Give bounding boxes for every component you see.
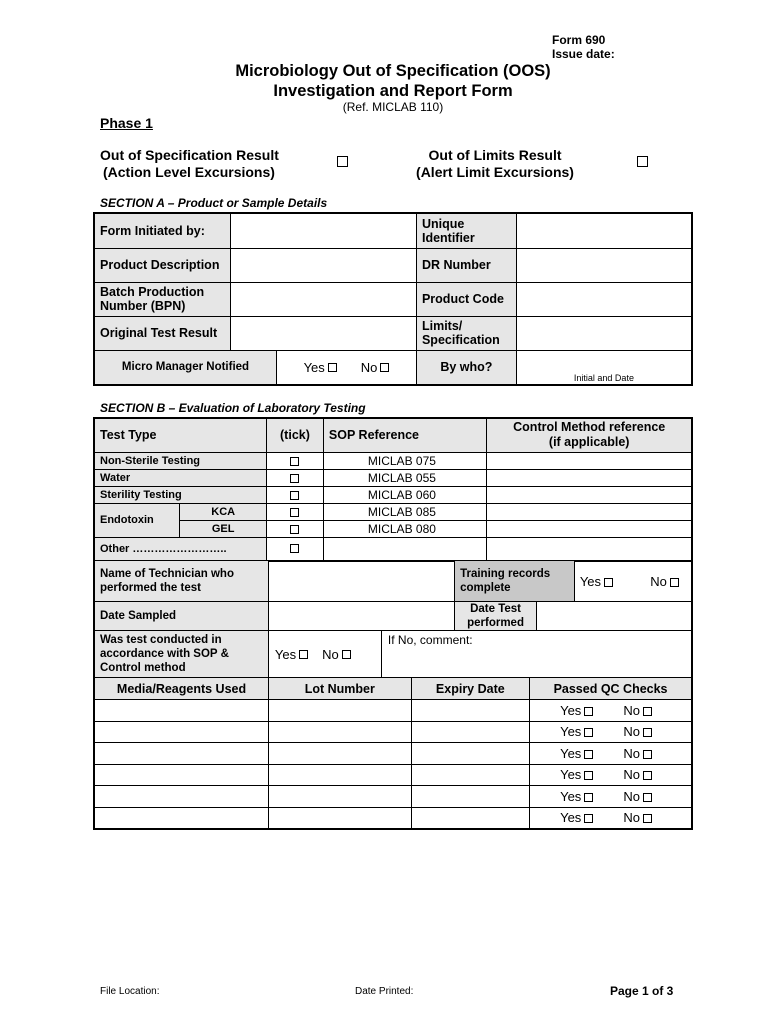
- product-description-label: Product Description: [94, 248, 231, 282]
- control-ref-field[interactable]: [487, 520, 692, 537]
- sop-ref: MICLAB 085: [323, 503, 487, 520]
- table-row: [94, 700, 692, 722]
- section-b-title: SECTION B – Evaluation of Laboratory Testing: [100, 401, 366, 415]
- table-row: [94, 743, 692, 765]
- ool-checkbox[interactable]: [637, 156, 648, 167]
- date-sampled-field[interactable]: [268, 602, 454, 631]
- qc-yes-checkbox[interactable]: [584, 771, 593, 780]
- test-row-water: Water: [94, 469, 267, 486]
- qc-check-cell: [530, 764, 692, 786]
- unique-identifier-field[interactable]: [516, 213, 692, 248]
- page-subtitle: Investigation and Report Form: [273, 82, 513, 100]
- manager-no-checkbox[interactable]: [380, 363, 389, 372]
- table-row: [94, 764, 692, 786]
- compliance-no-checkbox[interactable]: [342, 650, 351, 659]
- media-field[interactable]: [94, 786, 269, 808]
- by-who-label: By who?: [416, 350, 516, 385]
- qc-header: Passed QC Checks: [530, 678, 692, 700]
- sop-ref: MICLAB 080: [323, 520, 487, 537]
- media-header: Media/Reagents Used: [94, 678, 269, 700]
- manager-no-label: No: [360, 359, 378, 375]
- qc-no-label: No: [623, 788, 640, 804]
- qc-yes-label: Yes: [560, 767, 582, 783]
- qc-no-checkbox[interactable]: [643, 771, 652, 780]
- sop-header: SOP Reference: [323, 418, 487, 452]
- oos-label: Out of Specification Result (Action Level Excursions): [100, 147, 279, 180]
- qc-no-checkbox[interactable]: [643, 750, 652, 759]
- expiry-field[interactable]: [411, 786, 530, 808]
- endotoxin-label: Endotoxin: [94, 503, 180, 537]
- qc-yes-checkbox[interactable]: [584, 750, 593, 759]
- lot-header: Lot Number: [269, 678, 411, 700]
- table-row: [94, 807, 692, 829]
- dr-number-field[interactable]: [516, 248, 692, 282]
- tick-checkbox[interactable]: [290, 525, 299, 534]
- qc-yes-label: Yes: [560, 745, 582, 761]
- qc-yes-checkbox[interactable]: [584, 793, 593, 802]
- lot-field[interactable]: [269, 786, 411, 808]
- media-field[interactable]: [94, 721, 269, 743]
- qc-yes-label: Yes: [560, 724, 582, 740]
- expiry-field[interactable]: [411, 807, 530, 829]
- control-method-header: Control Method reference (if applicable): [487, 418, 692, 452]
- qc-yes-label: Yes: [560, 788, 582, 804]
- technician-label: Name of Technician who performed the test: [94, 561, 268, 602]
- qc-yes-label: Yes: [560, 810, 582, 825]
- test-row-other: Other ……………………..: [94, 537, 267, 561]
- initial-date-field[interactable]: Initial and Date: [516, 350, 692, 385]
- qc-no-checkbox[interactable]: [643, 793, 652, 802]
- training-no-label: No: [650, 573, 667, 589]
- qc-no-label: No: [623, 767, 640, 783]
- form-initiated-field[interactable]: [231, 213, 417, 248]
- form-initiated-label: Form Initiated by:: [94, 213, 231, 248]
- sop-compliance-label: Was test conducted in accordance with SOP & Control method: [94, 631, 268, 679]
- table-row: [94, 721, 692, 743]
- qc-no-checkbox[interactable]: [643, 814, 652, 823]
- issue-date: Issue date:: [552, 47, 615, 61]
- qc-no-label: No: [623, 745, 640, 761]
- control-ref-field[interactable]: [487, 537, 692, 561]
- manager-yes-checkbox[interactable]: [328, 363, 337, 372]
- date-performed-field[interactable]: [537, 602, 692, 631]
- tick-checkbox[interactable]: [290, 544, 299, 553]
- form-reference: (Ref. MICLAB 110): [342, 100, 444, 114]
- sop-ref: MICLAB 055: [323, 469, 487, 486]
- batch-number-label: Batch Production Number (BPN): [94, 282, 231, 316]
- media-field[interactable]: [94, 743, 269, 765]
- test-row-non-sterile: Non-Sterile Testing: [94, 452, 267, 469]
- table-row: [94, 786, 692, 808]
- page-number: Page 1 of 3: [610, 984, 674, 998]
- sop-ref-field[interactable]: [323, 537, 487, 561]
- original-result-label: Original Test Result: [94, 316, 231, 350]
- tick-checkbox[interactable]: [290, 491, 299, 500]
- lot-field[interactable]: [269, 743, 411, 765]
- comment-field[interactable]: If No, comment:: [387, 633, 473, 648]
- date-printed: Date Printed:: [355, 986, 414, 997]
- expiry-header: Expiry Date: [411, 678, 530, 700]
- endotoxin-gel: GEL: [180, 520, 267, 537]
- limits-label: Limits/ Specification: [416, 316, 516, 350]
- expiry-field[interactable]: [411, 743, 530, 765]
- media-table: [93, 677, 693, 830]
- product-code-field[interactable]: [516, 282, 692, 316]
- qc-no-checkbox[interactable]: [643, 728, 652, 737]
- compliance-yes-label: Yes: [274, 646, 297, 662]
- test-type-header: Test Type: [94, 418, 267, 452]
- training-records-label: Training records complete: [455, 561, 575, 602]
- endotoxin-kca: KCA: [180, 503, 267, 520]
- limits-field[interactable]: [516, 316, 692, 350]
- manager-yes-label: Yes: [303, 359, 325, 375]
- qc-no-label: No: [623, 810, 640, 825]
- lot-field[interactable]: [269, 807, 411, 829]
- qc-yes-label: Yes: [560, 702, 582, 718]
- training-no-checkbox[interactable]: [670, 578, 679, 587]
- tick-checkbox[interactable]: [290, 508, 299, 517]
- qc-yes-checkbox[interactable]: [584, 707, 593, 716]
- oos-checkbox[interactable]: [337, 156, 348, 167]
- tick-checkbox[interactable]: [290, 474, 299, 483]
- compliance-yes-checkbox[interactable]: [299, 650, 308, 659]
- technician-field[interactable]: [268, 561, 454, 602]
- phase-heading: Phase 1: [100, 115, 153, 131]
- compliance-no-label: No: [322, 646, 339, 662]
- form-number: Form 690: [552, 33, 606, 47]
- ool-label: Out of Limits Result (Alert Limit Excursions): [416, 147, 574, 180]
- lot-field[interactable]: [269, 700, 411, 722]
- test-row-sterility: Sterility Testing: [94, 486, 267, 503]
- lot-field[interactable]: [269, 764, 411, 786]
- date-performed-label: Date Test performed: [455, 602, 537, 631]
- qc-yes-checkbox[interactable]: [584, 814, 593, 823]
- control-ref-field[interactable]: [487, 452, 692, 469]
- batch-number-field[interactable]: [231, 282, 417, 316]
- expiry-field[interactable]: [411, 764, 530, 786]
- tick-header: (tick): [267, 418, 324, 452]
- date-sampled-label: Date Sampled: [94, 602, 268, 631]
- training-yes-checkbox[interactable]: [604, 578, 613, 587]
- product-description-field[interactable]: [231, 248, 417, 282]
- media-field[interactable]: [94, 700, 269, 722]
- qc-no-checkbox[interactable]: [643, 707, 652, 716]
- section-a-title: SECTION A – Product or Sample Details: [100, 196, 328, 210]
- training-yes-label: Yes: [579, 573, 602, 589]
- media-field[interactable]: [94, 807, 269, 829]
- qc-check-cell: [530, 743, 692, 765]
- control-ref-field[interactable]: [487, 486, 692, 503]
- unique-identifier-label: Unique Identifier: [416, 213, 516, 248]
- file-location: File Location:: [100, 986, 160, 997]
- product-code-label: Product Code: [416, 282, 516, 316]
- qc-no-label: No: [623, 724, 640, 740]
- qc-no-label: No: [623, 702, 640, 718]
- qc-check-cell: [530, 700, 692, 722]
- qc-check-cell: [530, 721, 692, 743]
- sop-ref: MICLAB 060: [323, 486, 487, 503]
- control-ref-field[interactable]: [487, 503, 692, 520]
- lot-field[interactable]: [269, 721, 411, 743]
- dr-number-label: DR Number: [416, 248, 516, 282]
- qc-check-cell: [530, 786, 692, 808]
- qc-check-cell: [530, 807, 692, 829]
- test-type-table: [93, 417, 693, 562]
- technician-table: [93, 560, 693, 680]
- expiry-field[interactable]: [411, 700, 530, 722]
- sop-ref: MICLAB 075: [323, 452, 487, 469]
- original-result-field[interactable]: [231, 316, 417, 350]
- control-ref-field[interactable]: [487, 469, 692, 486]
- micro-manager-label: Micro Manager Notified: [95, 351, 277, 384]
- qc-yes-checkbox[interactable]: [584, 728, 593, 737]
- tick-checkbox[interactable]: [290, 457, 299, 466]
- expiry-field[interactable]: [411, 721, 530, 743]
- media-field[interactable]: [94, 764, 269, 786]
- section-a-table: [93, 212, 693, 386]
- page-title: Microbiology Out of Specification (OOS): [235, 62, 551, 80]
